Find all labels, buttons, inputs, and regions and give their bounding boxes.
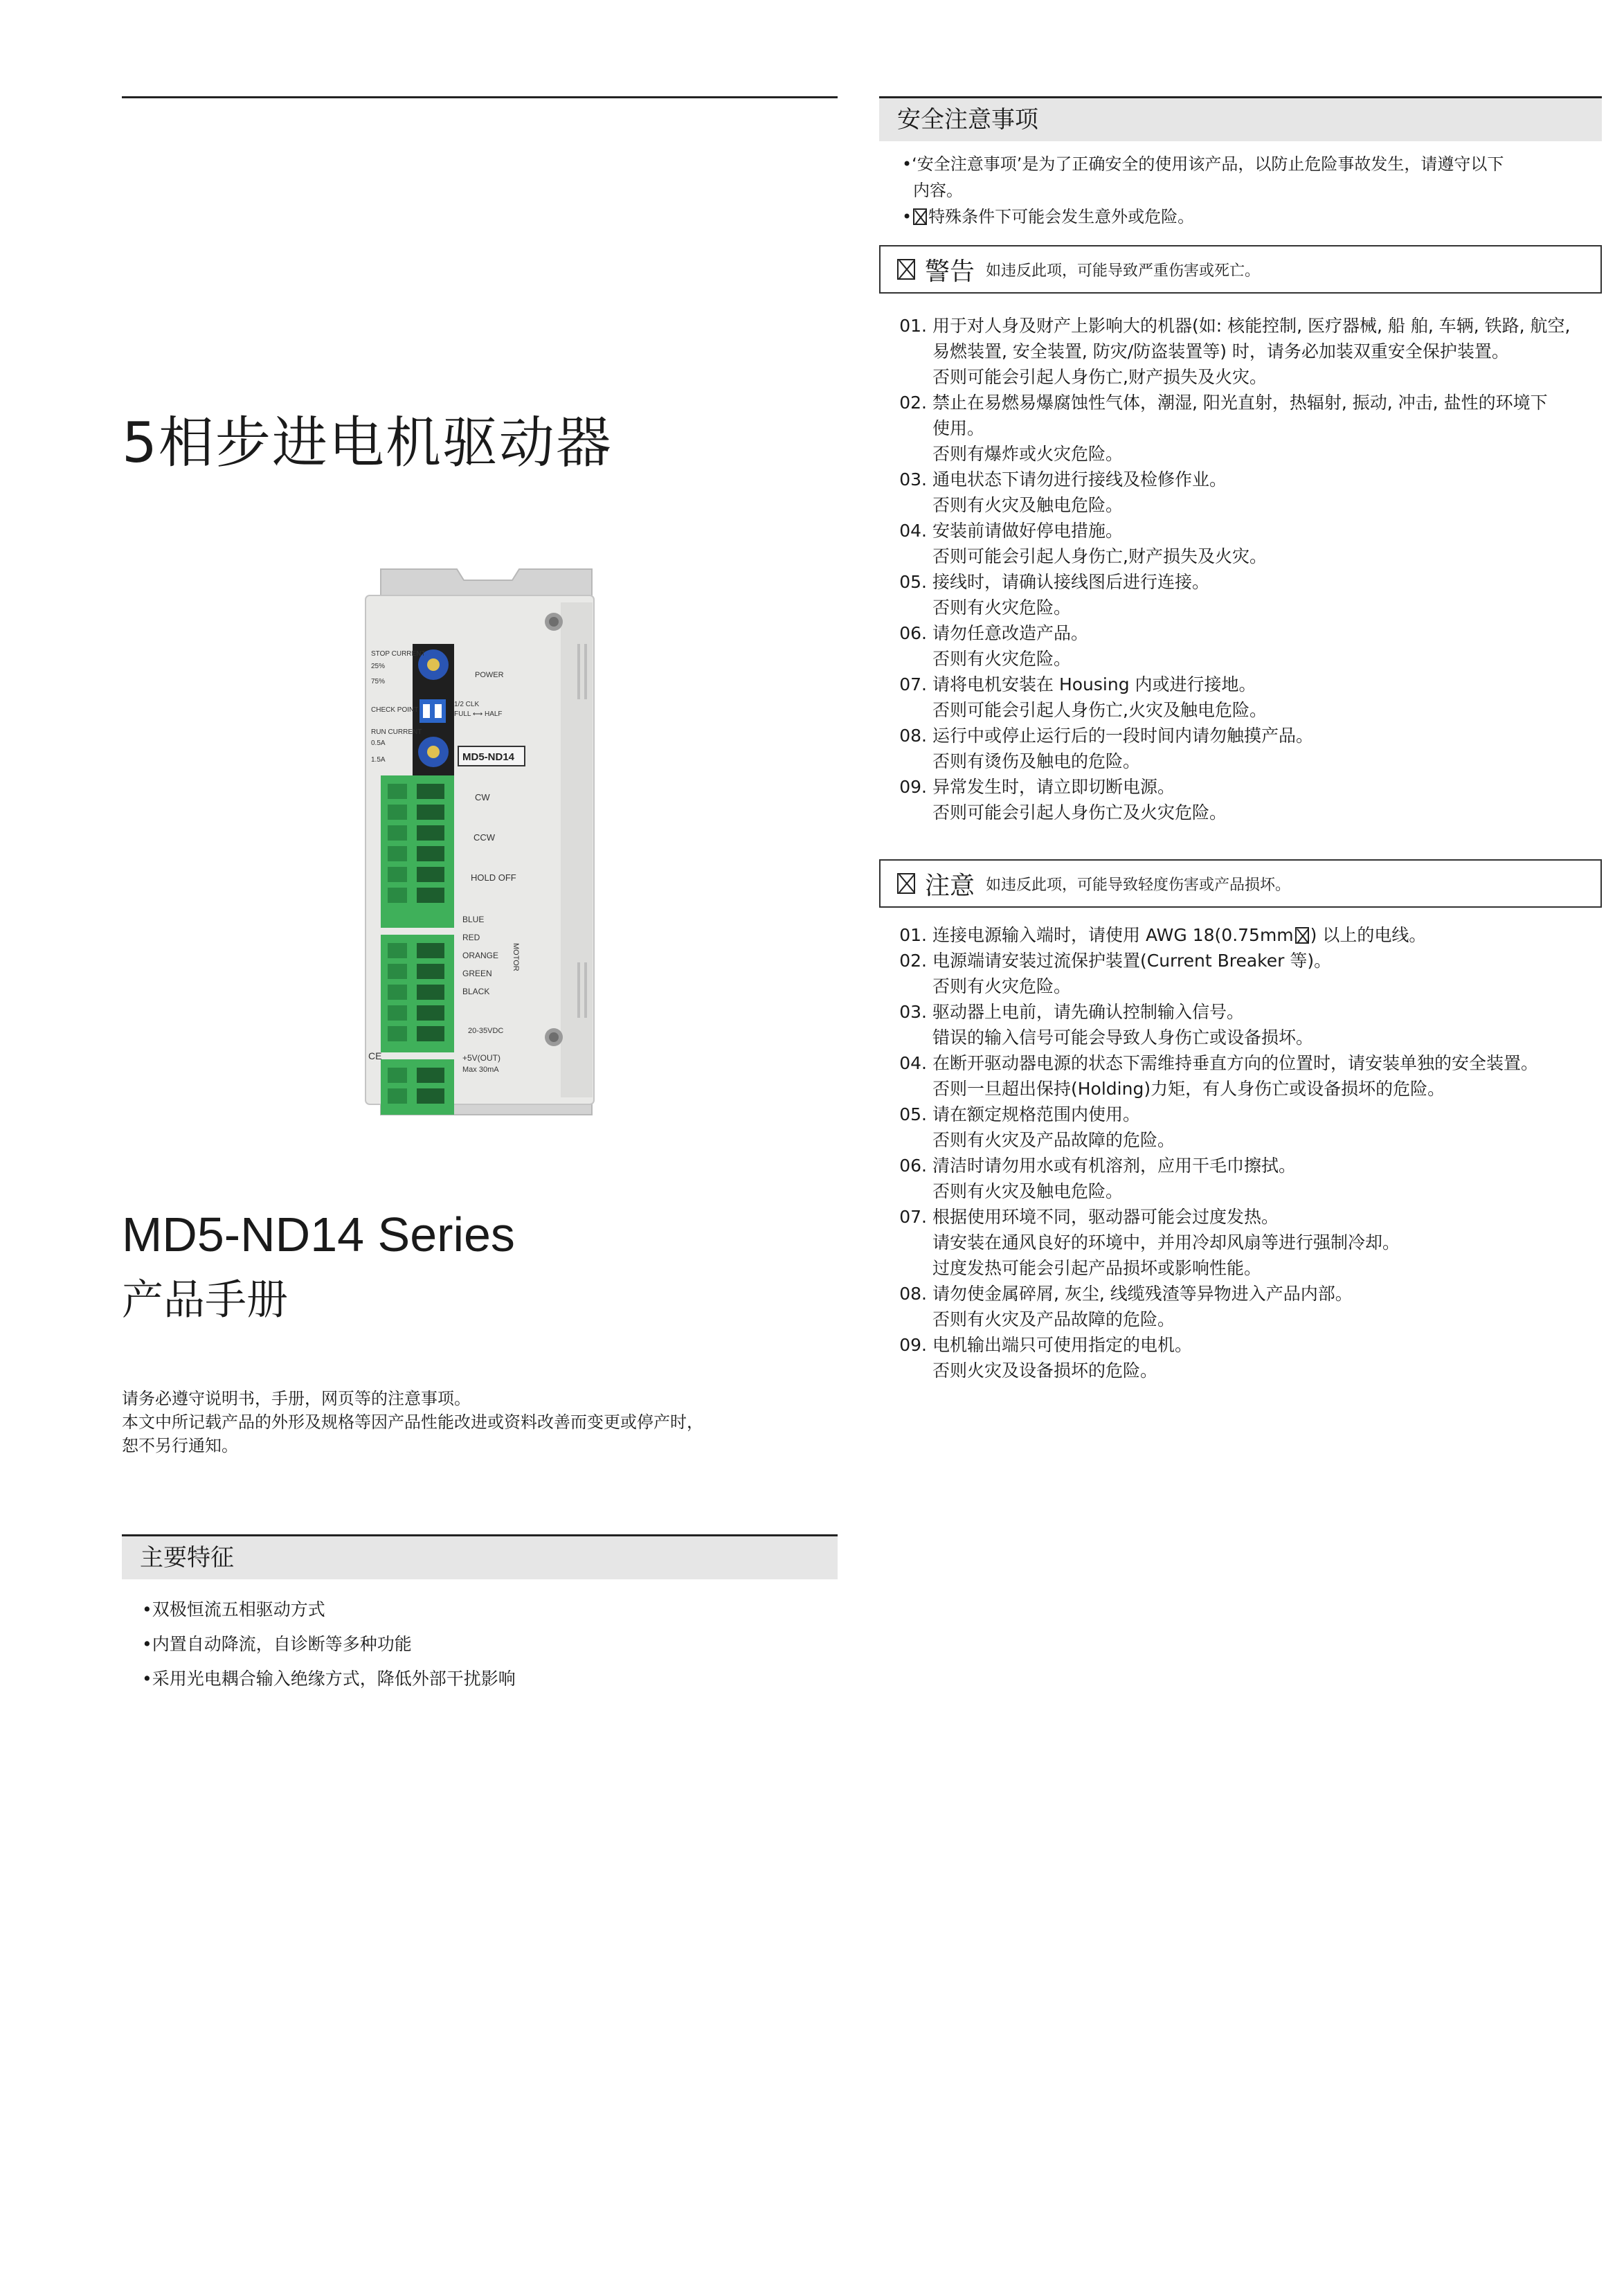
squared-symbol-icon xyxy=(1295,927,1309,944)
warning-list xyxy=(898,313,1611,825)
caution-item xyxy=(898,1102,1611,1153)
caution-label: 注意 xyxy=(925,871,975,900)
item-line: 清洁时请勿用水或有机溶剂，应用干毛巾擦拭。 xyxy=(932,1156,1297,1176)
label-fullhalf: FULL ⟷ HALF xyxy=(454,710,503,718)
item-number: 03. xyxy=(899,469,927,490)
label-red: RED xyxy=(462,933,480,942)
item-line: 驱动器上电前，请先确认控制输入信号。 xyxy=(932,1002,1245,1022)
caution-item xyxy=(898,1050,1611,1102)
features-list xyxy=(142,1592,516,1696)
caution-desc: 如违反此项，可能导致轻度伤害或产品损坏。 xyxy=(986,876,1291,894)
item-line: 禁止在易燃易爆腐蚀性气体，潮湿, 阳光直射，热辐射, 振动, 冲击, 盐性的环境下 xyxy=(932,393,1548,413)
item-number: 08. xyxy=(899,726,927,746)
label-clk: 1/2 CLK xyxy=(454,701,480,708)
item-number: 06. xyxy=(899,623,927,643)
item-line: 错误的输入信号可能会导致人身伤亡或设备损坏。 xyxy=(932,1027,1314,1048)
label-cw: CW xyxy=(475,792,490,802)
item-number: 05. xyxy=(899,572,927,592)
item-line: 否则可能会引起人身伤亡及火灾危险。 xyxy=(932,802,1227,823)
label-max: Max 30mA xyxy=(462,1066,499,1074)
item-line: 否则有爆炸或火灾危险。 xyxy=(932,444,1124,464)
intro-text: 特殊条件下可能会发生意外或危险。 xyxy=(928,207,1195,226)
item-number: 04. xyxy=(899,1053,927,1073)
item-line: 否则有火灾及触电危险。 xyxy=(932,495,1124,515)
label-vdc: 20-35VDC xyxy=(468,1027,504,1035)
label-model: MD5-ND14 xyxy=(462,751,515,763)
label-black: BLACK xyxy=(462,987,490,996)
intro-line: •‘安全注意事项’是为了正确安全的使用该产品，以防止危险事故发生，请遵守以下 xyxy=(902,154,1504,174)
item-number: 07. xyxy=(899,1207,927,1227)
item-number: 06. xyxy=(899,1156,927,1176)
item-text: ) 以上的电线。 xyxy=(1310,925,1427,945)
warning-item xyxy=(898,313,1611,390)
features-heading xyxy=(122,1536,838,1579)
warning-item xyxy=(898,620,1611,672)
label-hold-off: HOLD OFF xyxy=(471,872,516,883)
caution-item xyxy=(898,1281,1611,1332)
item-number: 09. xyxy=(899,1335,927,1355)
notice-line: 请务必遵守说明书，手册，网页等的注意事项。 xyxy=(122,1389,471,1408)
warning-box xyxy=(879,245,1602,294)
item-line: 运行中或停止运行后的一段时间内请勿触摸产品。 xyxy=(932,726,1314,746)
warning-label: 警告 xyxy=(925,257,975,286)
label-power: POWER xyxy=(475,671,504,679)
label-check-point: CHECK POINT xyxy=(371,706,419,714)
top-rule-left xyxy=(122,96,838,98)
item-line: 在断开驱动器电源的状态下需维持垂直方向的位置时，请安装单独的安全装置。 xyxy=(932,1053,1539,1073)
features-heading-text: 主要特征 xyxy=(140,1544,234,1572)
item-line: 请安装在通风良好的环境中，并用冷却风扇等进行强制冷却。 xyxy=(932,1232,1400,1253)
item-number: 04. xyxy=(899,521,927,541)
item-number: 03. xyxy=(899,1002,927,1022)
item-line: 否则有火灾及触电危险。 xyxy=(932,1181,1124,1201)
item-number: 08. xyxy=(899,1284,927,1304)
item-number: 07. xyxy=(899,674,927,694)
warning-item xyxy=(898,390,1611,467)
item-line: 否则有火灾危险。 xyxy=(932,598,1072,618)
item-line xyxy=(932,922,1611,948)
item-line: 电机输出端只可使用指定的电机。 xyxy=(932,1335,1193,1355)
item-line: 否则有火灾及产品故障的危险。 xyxy=(932,1130,1175,1150)
item-line: 否则有火灾及产品故障的危险。 xyxy=(932,1309,1175,1329)
warning-item xyxy=(898,774,1611,825)
caution-list xyxy=(898,922,1611,1383)
label-blue: BLUE xyxy=(462,915,485,924)
manual-label: 产品手册 xyxy=(122,1276,288,1325)
item-text: 连接电源输入端时，请使用 AWG 18(0.75mm xyxy=(932,925,1294,945)
item-line: 否则有烫伤及触电的危险。 xyxy=(932,751,1141,771)
notice-line: 本文中所记载产品的外形及规格等因产品性能改进或资料改善而变更或停产时， xyxy=(122,1412,703,1432)
item-line: 请在额定规格范围内使用。 xyxy=(932,1104,1141,1124)
caution-box xyxy=(879,859,1602,908)
item-line: 异常发生时，请立即切断电源。 xyxy=(932,777,1175,797)
series-name: MD5-ND14 Series xyxy=(122,1208,515,1262)
item-line: 请勿使金属碎屑, 灰尘, 线缆残渣等异物进入产品内部。 xyxy=(932,1284,1353,1304)
item-number: 09. xyxy=(899,777,927,797)
warning-item xyxy=(898,569,1611,620)
caution-item xyxy=(898,948,1611,999)
item-number: 02. xyxy=(899,951,927,971)
item-number: 02. xyxy=(899,393,927,413)
notice-line: 恕不另行通知。 xyxy=(122,1436,238,1455)
label-green: GREEN xyxy=(462,969,492,978)
item-number: 05. xyxy=(899,1104,927,1124)
item-line: 否则火灾及设备损坏的危险。 xyxy=(932,1361,1158,1381)
notice xyxy=(122,1387,703,1457)
safety-heading-text: 安全注意事项 xyxy=(897,106,1038,134)
caution-symbol-icon xyxy=(897,873,915,894)
item-line: 易燃装置, 安全装置, 防灾/防盗装置等) 时，请务必加装双重安全保护装置。 xyxy=(932,341,1509,361)
label-orange: ORANGE xyxy=(462,951,499,960)
page-title: 5相步进电机驱动器 xyxy=(122,411,613,475)
label-15a: 1.5A xyxy=(371,756,386,764)
caution-item xyxy=(898,1332,1611,1383)
safety-intro xyxy=(902,151,1603,230)
product-image xyxy=(353,561,616,1129)
item-line: 用于对人身及财产上影响大的机器(如: 核能控制, 医疗器械, 船 舶, 车辆, 铁路, 航空, xyxy=(932,316,1571,336)
feature-item: •采用光电耦合输入绝缘方式，降低外部干扰影响 xyxy=(142,1669,516,1689)
item-number: 01. xyxy=(899,925,927,945)
item-line: 否则有火灾危险。 xyxy=(932,649,1072,669)
caution-item xyxy=(898,999,1611,1050)
warning-item xyxy=(898,467,1611,518)
item-line: 过度发热可能会引起产品损坏或影响性能。 xyxy=(932,1258,1262,1278)
warning-item xyxy=(898,672,1611,723)
item-line: 电源端请安装过流保护装置(Current Breaker 等)。 xyxy=(932,951,1332,971)
item-line: 否则有火灾危险。 xyxy=(932,976,1072,996)
item-line: 请将电机安装在 Housing 内或进行接地。 xyxy=(932,674,1256,694)
item-line: 否则可能会引起人身伤亡,财产损失及火灾。 xyxy=(932,367,1267,387)
item-line: 根据使用环境不同，驱动器可能会过度发热。 xyxy=(932,1207,1279,1227)
caution-item xyxy=(898,1153,1611,1204)
warning-desc: 如违反此项，可能导致严重伤害或死亡。 xyxy=(986,262,1261,280)
ce-mark: CE xyxy=(368,1050,382,1061)
warning-item xyxy=(898,723,1611,774)
item-line: 否则一旦超出保持(Holding)力矩，有人身伤亡或设备损坏的危险。 xyxy=(932,1079,1445,1099)
item-line: 否则可能会引起人身伤亡,财产损失及火灾。 xyxy=(932,546,1267,566)
label-25: 25% xyxy=(371,663,386,670)
label-75: 75% xyxy=(371,678,386,685)
label-ccw: CCW xyxy=(473,832,496,843)
label-out: +5V(OUT) xyxy=(462,1053,501,1063)
intro-line-2: • 特殊条件下可能会发生意外或危险。 xyxy=(902,207,1195,226)
item-line: 使用。 xyxy=(932,418,985,438)
warning-symbol-icon xyxy=(897,259,915,280)
warning-item xyxy=(898,518,1611,569)
caution-item xyxy=(898,922,1611,948)
intro-line: 内容。 xyxy=(913,181,963,200)
item-line: 安装前请做好停电措施。 xyxy=(932,521,1124,541)
item-line: 接线时，请确认接线图后进行连接。 xyxy=(932,572,1210,592)
feature-item: •双极恒流五相驱动方式 xyxy=(142,1599,325,1619)
item-line: 通电状态下请勿进行接线及检修作业。 xyxy=(932,469,1227,490)
label-run-current: RUN CURRENT xyxy=(371,728,422,736)
label-motor: MOTOR xyxy=(512,943,520,971)
item-line: 请勿任意改造产品。 xyxy=(932,623,1089,643)
feature-item: •内置自动降流，自诊断等多种功能 xyxy=(142,1634,412,1654)
caution-item xyxy=(898,1204,1611,1281)
hazard-symbol-icon xyxy=(913,208,927,225)
safety-heading xyxy=(879,98,1602,141)
item-line: 否则可能会引起人身伤亡,火灾及触电危险。 xyxy=(932,700,1267,720)
label-stop-current: STOP CURRENT xyxy=(371,650,426,658)
label-05a: 0.5A xyxy=(371,739,386,747)
item-number: 01. xyxy=(899,316,927,336)
